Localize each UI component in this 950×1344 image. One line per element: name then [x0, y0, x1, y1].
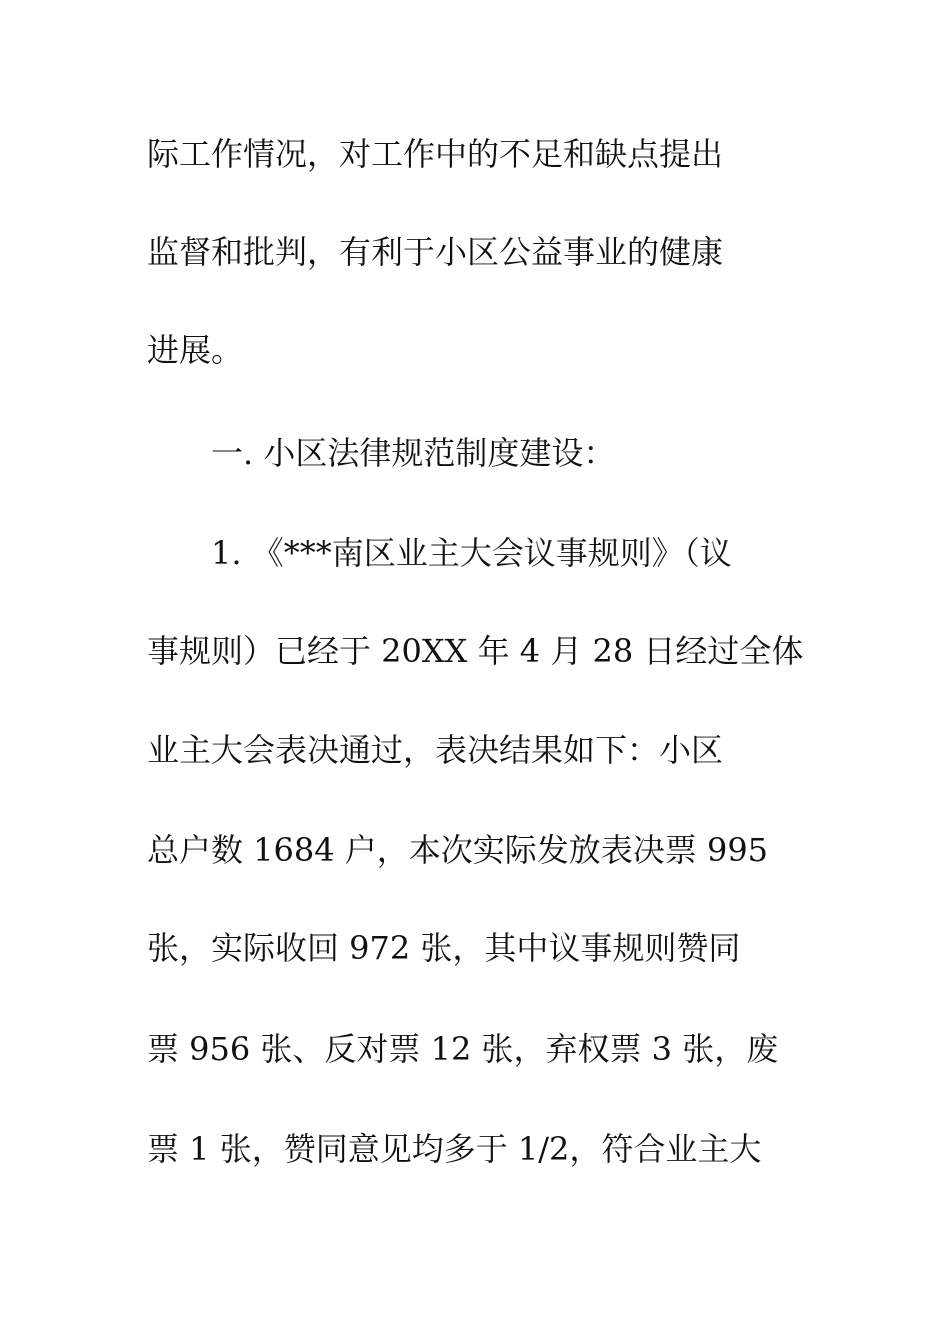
line-text: 进展。 [147, 331, 244, 369]
line-text: 票 956 张、反对票 12 张，弃权票 3 张，废 [147, 1030, 779, 1068]
line-text: 业主大会表决通过，表决结果如下：小区 [147, 731, 724, 769]
paragraph-line [0, 825, 950, 875]
list-item-line [0, 528, 950, 578]
paragraph-line [0, 325, 950, 375]
paragraph-line [0, 129, 950, 179]
line-text: 总户数 1684 户，本次实际发放表决票 995 [147, 831, 769, 869]
heading-text: 一. 小区法律规范制度建设： [211, 434, 616, 472]
paragraph-line [0, 725, 950, 775]
line-text: 票 1 张，赞同意见均多于 1/2，符合业主大 [147, 1130, 762, 1168]
line-text: 张，实际收回 972 张，其中议事规则赞同 [147, 929, 741, 967]
line-text: 事规则）已经于 20XX 年 4 月 28 日经过全体 [147, 632, 804, 670]
paragraph-line [0, 1124, 950, 1174]
paragraph-line [0, 1024, 950, 1074]
line-text: 监督和批判，有利于小区公益事业的健康 [147, 233, 724, 271]
line-text: 1. 《***南区业主大会议事规则》（议 [211, 534, 732, 572]
paragraph-line [0, 227, 950, 277]
paragraph-line [0, 626, 950, 676]
line-text: 际工作情况，对工作中的不足和缺点提出 [147, 135, 724, 173]
paragraph-line [0, 923, 950, 973]
section-heading [0, 428, 950, 478]
